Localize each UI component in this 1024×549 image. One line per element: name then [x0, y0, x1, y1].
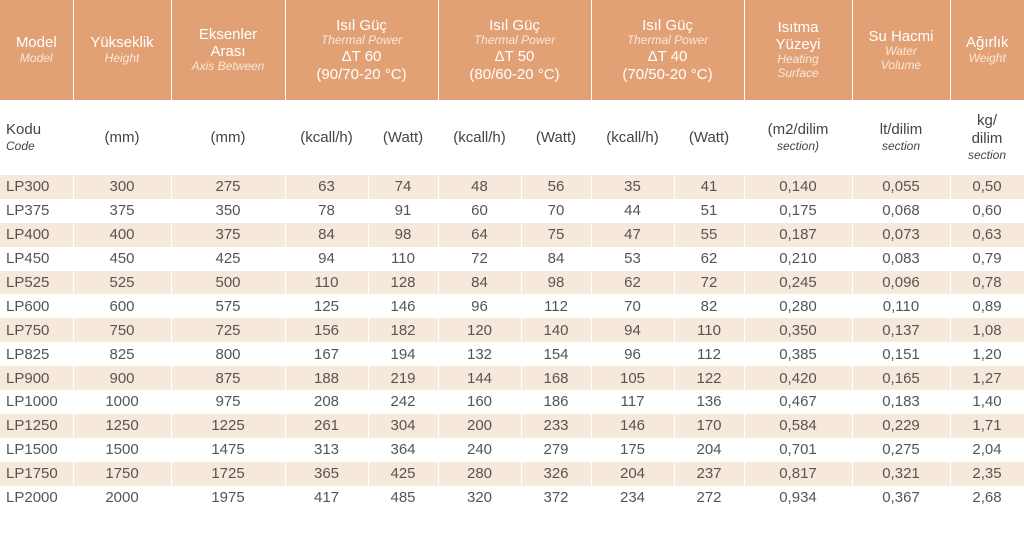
table-cell: 94 [285, 247, 368, 271]
table-cell: 44 [591, 199, 674, 223]
header-weight-sub: Weight [968, 50, 1006, 65]
table-cell: 0,096 [852, 271, 950, 295]
table-cell: 0,140 [744, 175, 852, 199]
table-cell: 425 [171, 247, 285, 271]
table-cell: 84 [521, 247, 591, 271]
table-cell: 0,584 [744, 414, 852, 438]
table-cell: 91 [368, 199, 438, 223]
table-cell: 182 [368, 318, 438, 342]
table-cell: 1,71 [950, 414, 1024, 438]
table-cell: 975 [171, 390, 285, 414]
table-cell: 485 [368, 486, 438, 510]
header-power-40-label: Isıl Güç [642, 17, 693, 35]
table-cell: 320 [438, 486, 521, 510]
table-cell: 208 [285, 390, 368, 414]
table-cell: 0,467 [744, 390, 852, 414]
table-cell: 35 [591, 175, 674, 199]
table-cell: 275 [171, 175, 285, 199]
table-cell: LP1500 [0, 438, 73, 462]
header-power-60-sub: Thermal Power [320, 33, 403, 48]
table-cell: 55 [674, 223, 744, 247]
table-cell: 154 [521, 342, 591, 366]
table-cell: 825 [73, 342, 171, 366]
header-height-label: Yükseklik [90, 34, 154, 52]
table-cell: 400 [73, 223, 171, 247]
table-cell: 84 [438, 271, 521, 295]
table-cell: 600 [73, 294, 171, 318]
table-cell: 233 [521, 414, 591, 438]
table-cell: 1,20 [950, 342, 1024, 366]
unit-surface [744, 100, 852, 175]
unit-code-label: Kodu [6, 121, 42, 139]
unit-kcal-40: (kcall/h) [591, 100, 674, 175]
table-cell: 186 [521, 390, 591, 414]
table-cell: 96 [438, 294, 521, 318]
header-height [73, 0, 171, 100]
table-cell: 1725 [171, 462, 285, 486]
table-cell: 136 [674, 390, 744, 414]
header-power-60 [285, 0, 438, 100]
table-cell: 0,187 [744, 223, 852, 247]
table-cell: 0,175 [744, 199, 852, 223]
table-cell: 146 [591, 414, 674, 438]
table-cell: 575 [171, 294, 285, 318]
table-cell: LP300 [0, 175, 73, 199]
table-cell: 313 [285, 438, 368, 462]
table-cell: 2000 [73, 486, 171, 510]
table-cell: 105 [591, 366, 674, 390]
table-cell: 375 [171, 223, 285, 247]
table-cell: 219 [368, 366, 438, 390]
header-power-50-delta: ΔT 50 [494, 48, 535, 66]
unit-surface-sub: section) [776, 139, 820, 154]
table-cell: 0,110 [852, 294, 950, 318]
table-cell: 0,210 [744, 247, 852, 271]
table-cell: 800 [171, 342, 285, 366]
table-cell: 63 [285, 175, 368, 199]
table-cell: 168 [521, 366, 591, 390]
header-power-40-sub: Thermal Power [626, 33, 709, 48]
table-cell: 78 [285, 199, 368, 223]
table-cell: 125 [285, 294, 368, 318]
table-cell: 53 [591, 247, 674, 271]
unit-kcal-50: (kcall/h) [438, 100, 521, 175]
table-cell: 350 [171, 199, 285, 223]
table-cell: 122 [674, 366, 744, 390]
header-power-40-delta: ΔT 40 [647, 48, 688, 66]
table-header [0, 0, 1024, 100]
header-axis-sub: Axis Between [191, 59, 265, 74]
table-cell: 62 [591, 271, 674, 295]
table-cell: 500 [171, 271, 285, 295]
table-cell: 365 [285, 462, 368, 486]
unit-weight [950, 100, 1024, 175]
unit-kcal-60: (kcall/h) [285, 100, 368, 175]
table-row [0, 175, 1024, 199]
table-row [0, 390, 1024, 414]
table-cell: 0,385 [744, 342, 852, 366]
table-cell: 84 [285, 223, 368, 247]
table-cell: 0,321 [852, 462, 950, 486]
table-cell: 48 [438, 175, 521, 199]
table-cell: 0,229 [852, 414, 950, 438]
table-cell: 0,701 [744, 438, 852, 462]
table-cell: LP600 [0, 294, 73, 318]
table-cell: 132 [438, 342, 521, 366]
table-row [0, 438, 1024, 462]
table-cell: 1000 [73, 390, 171, 414]
unit-height: (mm) [73, 100, 171, 175]
table-cell: 56 [521, 175, 591, 199]
table-cell: 72 [674, 271, 744, 295]
table-cell: 156 [285, 318, 368, 342]
table-cell: 0,63 [950, 223, 1024, 247]
units-row [0, 100, 1024, 175]
table-cell: LP900 [0, 366, 73, 390]
unit-water-sub: section [881, 139, 921, 154]
table-cell: 2,04 [950, 438, 1024, 462]
table-cell: 0,420 [744, 366, 852, 390]
header-power-40-cond: (70/50-20 °C) [622, 65, 713, 83]
table-cell: LP825 [0, 342, 73, 366]
table-cell: 2,35 [950, 462, 1024, 486]
table-cell: 0,068 [852, 199, 950, 223]
table-cell: 0,50 [950, 175, 1024, 199]
table-cell: 0,083 [852, 247, 950, 271]
table-cell: 1,40 [950, 390, 1024, 414]
table-cell: 525 [73, 271, 171, 295]
table-cell: 280 [438, 462, 521, 486]
unit-water [852, 100, 950, 175]
table-cell: 47 [591, 223, 674, 247]
header-axis-label-2: Arası [210, 43, 246, 61]
table-cell: 64 [438, 223, 521, 247]
header-water-label: Su Hacmi [868, 27, 934, 45]
table-cell: 112 [674, 342, 744, 366]
table-cell: 0,165 [852, 366, 950, 390]
table-row [0, 318, 1024, 342]
table-row [0, 294, 1024, 318]
data-rows [0, 175, 1024, 509]
unit-watt-40: (Watt) [674, 100, 744, 175]
unit-watt-50: (Watt) [521, 100, 591, 175]
table-cell: 900 [73, 366, 171, 390]
table-cell: 1,08 [950, 318, 1024, 342]
table-cell: 98 [368, 223, 438, 247]
table-cell: 204 [591, 462, 674, 486]
header-model-label: Model [15, 34, 57, 52]
table-cell: 60 [438, 199, 521, 223]
table-cell: 70 [591, 294, 674, 318]
table-cell: 110 [285, 271, 368, 295]
header-weight-label: Ağırlık [965, 34, 1009, 52]
table-row [0, 462, 1024, 486]
header-power-40 [591, 0, 744, 100]
header-power-50-cond: (80/60-20 °C) [469, 65, 560, 83]
table-cell: 170 [674, 414, 744, 438]
table-cell: 1225 [171, 414, 285, 438]
table-cell: 2,68 [950, 486, 1024, 510]
header-power-60-delta: ΔT 60 [341, 48, 382, 66]
header-surface-label-2: Yüzeyi [775, 36, 821, 54]
table-cell: 1975 [171, 486, 285, 510]
table-cell: 72 [438, 247, 521, 271]
table-cell: 0,934 [744, 486, 852, 510]
table-cell: 128 [368, 271, 438, 295]
table-cell: 375 [73, 199, 171, 223]
table-cell: 0,60 [950, 199, 1024, 223]
table-cell: 234 [591, 486, 674, 510]
unit-weight-sub: section [967, 148, 1007, 163]
table-cell: 0,78 [950, 271, 1024, 295]
table-cell: 175 [591, 438, 674, 462]
table-cell: 117 [591, 390, 674, 414]
table-cell: 62 [674, 247, 744, 271]
table-row [0, 414, 1024, 438]
table-cell: 94 [591, 318, 674, 342]
table-cell: 144 [438, 366, 521, 390]
table-cell: 300 [73, 175, 171, 199]
table-cell: 98 [521, 271, 591, 295]
unit-code [0, 100, 73, 175]
table-cell: 167 [285, 342, 368, 366]
header-model [0, 0, 73, 100]
table-cell: 875 [171, 366, 285, 390]
header-water-sub-2: Volume [880, 57, 922, 72]
table-cell: 261 [285, 414, 368, 438]
table-cell: 51 [674, 199, 744, 223]
header-surface [744, 0, 852, 100]
table-cell: 240 [438, 438, 521, 462]
table-cell: LP525 [0, 271, 73, 295]
table-cell: 0,367 [852, 486, 950, 510]
table-cell: 237 [674, 462, 744, 486]
header-surface-sub-2: Surface [777, 66, 819, 81]
unit-axis: (mm) [171, 100, 285, 175]
table-cell: 725 [171, 318, 285, 342]
table-cell: 194 [368, 342, 438, 366]
table-cell: 1750 [73, 462, 171, 486]
table-cell: 0,275 [852, 438, 950, 462]
table-cell: 160 [438, 390, 521, 414]
table-cell: 200 [438, 414, 521, 438]
header-surface-label-1: Isıtma [777, 18, 819, 36]
table-cell: 110 [368, 247, 438, 271]
header-model-sub: Model [19, 50, 53, 65]
unit-watt-60: (Watt) [368, 100, 438, 175]
table-cell: 0,350 [744, 318, 852, 342]
table-cell: 0,79 [950, 247, 1024, 271]
unit-code-sub: Code [6, 139, 35, 154]
header-power-60-label: Isıl Güç [336, 17, 387, 35]
table-row [0, 486, 1024, 510]
table-cell: 204 [674, 438, 744, 462]
table-row [0, 199, 1024, 223]
table-cell: 0,280 [744, 294, 852, 318]
table-cell: 82 [674, 294, 744, 318]
table-cell: 272 [674, 486, 744, 510]
table-cell: 1250 [73, 414, 171, 438]
table-cell: 417 [285, 486, 368, 510]
table-cell: 140 [521, 318, 591, 342]
header-axis [171, 0, 285, 100]
table-cell: LP750 [0, 318, 73, 342]
table-cell: 0,817 [744, 462, 852, 486]
table-cell: 188 [285, 366, 368, 390]
header-water [852, 0, 950, 100]
table-cell: 304 [368, 414, 438, 438]
table-cell: 120 [438, 318, 521, 342]
table-cell: 279 [521, 438, 591, 462]
unit-weight-label-2: dilim [971, 130, 1003, 148]
table-cell: 372 [521, 486, 591, 510]
table-cell: 0,245 [744, 271, 852, 295]
header-power-50 [438, 0, 591, 100]
table-cell: 74 [368, 175, 438, 199]
table-cell: LP1000 [0, 390, 73, 414]
unit-surface-label: (m2/dilim [767, 121, 829, 139]
unit-water-label: lt/dilim [879, 121, 923, 139]
table-cell: 326 [521, 462, 591, 486]
header-power-60-cond: (90/70-20 °C) [316, 65, 407, 83]
header-axis-label-1: Eksenler [198, 25, 258, 43]
table-cell: 0,073 [852, 223, 950, 247]
table-cell: LP1250 [0, 414, 73, 438]
table-cell: LP450 [0, 247, 73, 271]
table-cell: LP400 [0, 223, 73, 247]
table-cell: 70 [521, 199, 591, 223]
table-row [0, 366, 1024, 390]
table-cell: 450 [73, 247, 171, 271]
table-cell: 41 [674, 175, 744, 199]
table-cell: 0,137 [852, 318, 950, 342]
table-cell: LP375 [0, 199, 73, 223]
table-cell: 1475 [171, 438, 285, 462]
table-row [0, 271, 1024, 295]
table-cell: LP2000 [0, 486, 73, 510]
table-cell: 75 [521, 223, 591, 247]
table-cell: 750 [73, 318, 171, 342]
table-row [0, 247, 1024, 271]
table-cell: 112 [521, 294, 591, 318]
table-cell: LP1750 [0, 462, 73, 486]
table-cell: 0,89 [950, 294, 1024, 318]
header-power-50-label: Isıl Güç [489, 17, 540, 35]
table-cell: 1,27 [950, 366, 1024, 390]
table-cell: 364 [368, 438, 438, 462]
table-cell: 96 [591, 342, 674, 366]
header-weight [950, 0, 1024, 100]
header-water-sub-1: Water [885, 43, 917, 58]
table-cell: 0,183 [852, 390, 950, 414]
table-cell: 242 [368, 390, 438, 414]
table-cell: 1500 [73, 438, 171, 462]
table-cell: 0,055 [852, 175, 950, 199]
table-cell: 110 [674, 318, 744, 342]
table-row [0, 223, 1024, 247]
table-cell: 146 [368, 294, 438, 318]
header-surface-sub-1: Heating [777, 52, 819, 67]
table-row [0, 342, 1024, 366]
header-power-50-sub: Thermal Power [473, 33, 556, 48]
table-cell: 425 [368, 462, 438, 486]
header-height-sub: Height [104, 50, 140, 65]
unit-weight-label-1: kg/ [976, 112, 997, 130]
table-cell: 0,151 [852, 342, 950, 366]
